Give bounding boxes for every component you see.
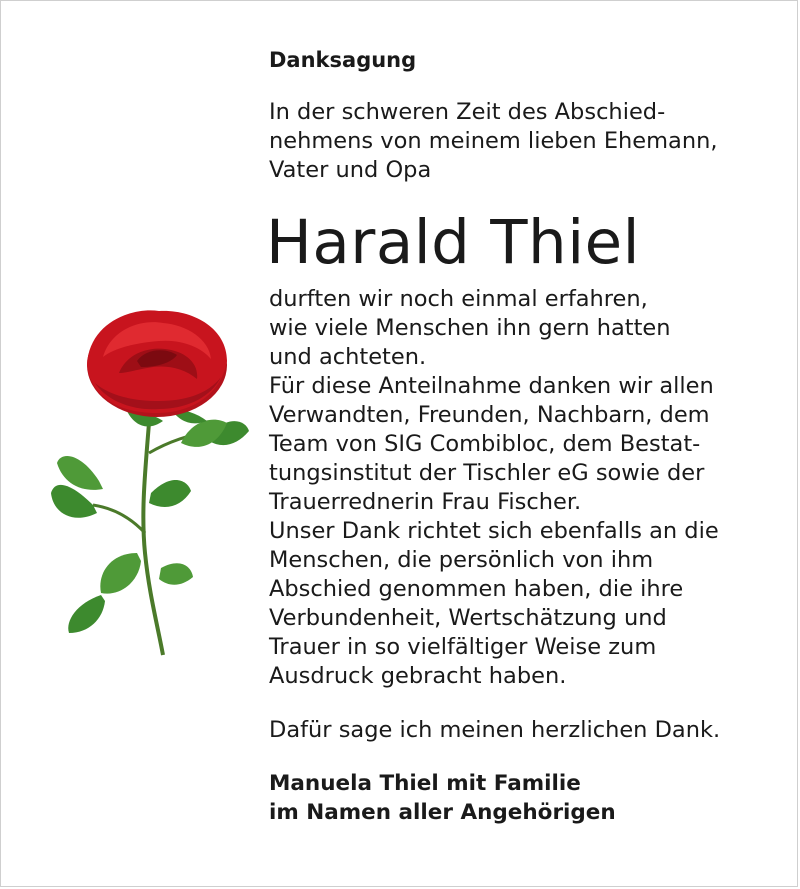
intro-paragraph xyxy=(269,98,769,185)
intro-line: In der schweren Zeit des Abschied- xyxy=(269,99,666,125)
notice-heading: Danksagung xyxy=(269,48,417,72)
body-line: Trauer in so vielfältiger Weise zum xyxy=(269,634,657,660)
body-line: Trauerrednerin Frau Fischer. xyxy=(269,489,582,515)
body-line: und achteten. xyxy=(269,344,427,370)
deceased-name: Harald Thiel xyxy=(266,207,641,278)
signature-line: im Namen aller Angehörigen xyxy=(269,800,616,825)
signature-line: Manuela Thiel mit Familie xyxy=(269,771,581,796)
body-line: Für diese Anteilnahme danken wir allen xyxy=(269,373,714,399)
body-line: durften wir noch einmal erfahren, xyxy=(269,286,648,312)
intro-line: Vater und Opa xyxy=(269,157,432,183)
body-paragraph xyxy=(269,285,769,691)
body-line: Team von SIG Combibloc, dem Bestat- xyxy=(269,431,701,457)
rose-icon xyxy=(41,303,261,663)
closing-line: Dafür sage ich meinen herzlichen Dank. xyxy=(269,717,721,743)
body-line: Ausdruck gebracht haben. xyxy=(269,663,567,689)
body-line: tungsinstitut der Tischler eG sowie der xyxy=(269,460,705,486)
body-line: Abschied genommen haben, die ihre xyxy=(269,576,684,602)
notice-text xyxy=(266,45,769,827)
signature xyxy=(269,769,769,827)
body-line: Unser Dank richtet sich ebenfalls an die xyxy=(269,518,719,544)
body-line: Verwandten, Freunden, Nachbarn, dem xyxy=(269,402,710,428)
body-line: wie viele Menschen ihn gern hatten xyxy=(269,315,671,341)
body-line: Verbundenheit, Wertschätzung und xyxy=(269,605,667,631)
body-line: Menschen, die persönlich von ihm xyxy=(269,547,654,573)
intro-line: nehmens von meinem lieben Ehemann, xyxy=(269,128,718,154)
